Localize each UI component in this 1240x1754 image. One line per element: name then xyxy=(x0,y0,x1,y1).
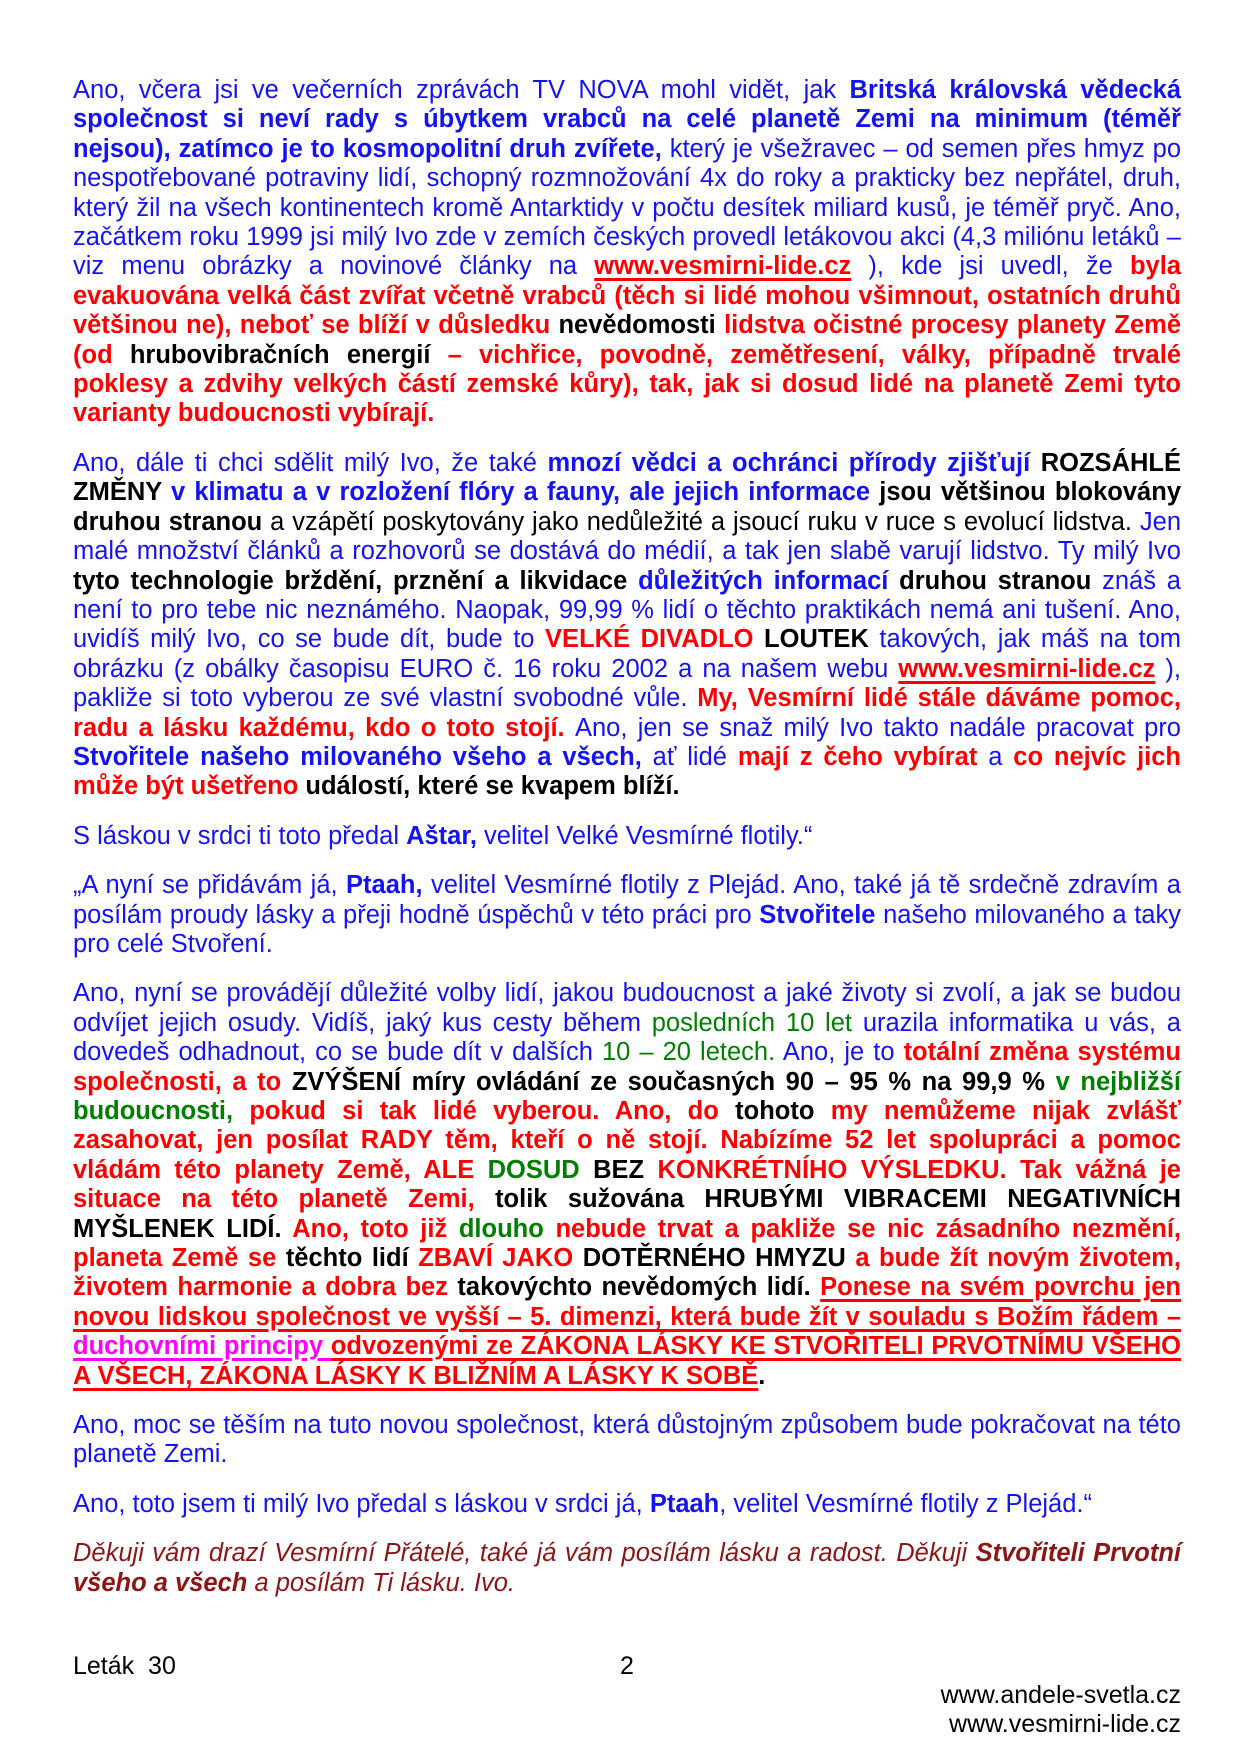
text-run: mnozí vědci a ochránci přírody zjišťují xyxy=(547,448,1041,477)
text-run: – vichřice, povodně, zemětřesení, války, případně trvalé poklesy a zdvihy velkých částí zemské kůry), tak, jak si dosud lidé na planetě Zemi tyto varianty budoucnosti vybírají. xyxy=(73,340,1181,428)
footer-leaflet-label: Leták 30 xyxy=(73,1652,176,1680)
page-footer xyxy=(73,1652,1181,1754)
text-run: nebude trvat a pakliže se nic zásadního nezmění, planeta Země se xyxy=(73,1214,1181,1273)
paragraph-ptaah-greeting xyxy=(73,871,1181,959)
text-run: jsou většinou blokovány druhou stranou xyxy=(73,478,1182,536)
text-run: byla evakuována velká část zvířat včetně vrabců (těch si lidé mohou všimnout, ostatních druhů většinou ne), neboť se blíží v důsledku xyxy=(73,252,1181,340)
text-run: a bude žít novým životem, životem harmonie a dobra bez xyxy=(73,1244,1182,1302)
text-run: tohoto xyxy=(735,1097,831,1125)
text-run: „A nyní se přidávám já, xyxy=(73,871,347,900)
page-number: 2 xyxy=(620,1652,634,1680)
text-run: našeho milovaného a taky pro celé Stvoření. xyxy=(73,900,1181,958)
text-run: Ano, toto jsem ti milý Ivo předal s láskou v srdci já, xyxy=(73,1489,650,1518)
vesmirni-lide-link[interactable]: www.vesmirni-lide.cz xyxy=(898,654,1156,683)
text-run: Ponese na svém povrchu jen novou lidskou společnost ve vyšší – 5. dimenzi, která bude žít v souladu s Božím řádem – xyxy=(73,1273,1181,1331)
text-run: 10 – 20 letech. xyxy=(601,1038,783,1067)
text-run: dlouho xyxy=(458,1214,556,1243)
text-run: a vzápětí poskytovány jako nedůležité a jsoucí ruku v ruce s evolucí lidstva. xyxy=(270,507,1140,536)
text-run: urazila informatika u vás, a dovedeš odhadnout, co se bude dít v dalších xyxy=(73,1008,1181,1067)
text-run: a xyxy=(988,742,1014,771)
paragraph-new-society xyxy=(73,1411,1181,1470)
text-run: Aštar, xyxy=(406,821,485,850)
letter-body xyxy=(73,76,1181,1618)
text-run: druhou stranou xyxy=(899,566,1103,595)
text-run: Ano, včera jsi ve večerních zprávách TV NOVA mohl vidět, jak xyxy=(73,76,850,104)
text-run: lidstva očistné procesy planety Země (od xyxy=(73,311,1182,369)
text-run: duchovními principy xyxy=(73,1332,331,1361)
footer-links xyxy=(634,1652,1181,1754)
text-run: co nejvíc jich může být ušetřeno xyxy=(73,742,1181,801)
text-run: ZBAVÍ JAKO xyxy=(418,1244,583,1273)
text-run: a posílám Ti lásku. Ivo. xyxy=(254,1568,515,1597)
paragraph-sparrows-news xyxy=(73,76,1181,429)
text-run: Ano, toto již xyxy=(292,1214,459,1243)
text-run: takových, jak máš na tom obrázku (z obálky časopisu EURO č. 16 roku 2002 a na našem webu xyxy=(73,625,1181,683)
text-run: nevědomosti xyxy=(558,311,725,340)
text-run: pokud si tak lidé vyberou. Ano, do xyxy=(249,1097,736,1125)
text-run: ROZSÁHLÉ ZMĚNY xyxy=(73,448,1181,507)
text-run: Ano, nyní se provádějí důležité volby lidí, jakou budoucnost a jaké životy si zvolí, a jak se budou odvíjet jejich osudy. Vidíš, jaký kus cesty během xyxy=(73,979,1181,1037)
vesmirni-lide-link[interactable]: www.vesmirni-lide.cz xyxy=(594,252,852,281)
text-run: S láskou v srdci ti toto předal xyxy=(73,821,407,850)
text-run: totální změna systému společnosti, a to xyxy=(73,1038,1181,1096)
text-run: Britská královská vědecká společnost si neví rady s úbytkem vrabců na celé planetě Zemi na minimum (téměř nejsou), zatímco je to kosmopolitní druh zvířete, xyxy=(73,76,1182,163)
text-run: v nejbližší budoucnosti, xyxy=(73,1067,1181,1125)
andele-svetla-url: www.andele-svetla.cz xyxy=(940,1681,1181,1709)
paragraph-future-choices xyxy=(73,979,1181,1391)
text-run: ), pakliže si toto vyberou ze své vlastní svobodné vůle. xyxy=(73,654,1181,713)
paragraph-astar-signoff xyxy=(73,822,1181,851)
paragraph-ptaah-signoff xyxy=(73,1490,1181,1519)
text-run: Jen malé množství článků a rozhovorů se dostává do médií, a tak jen slabě varují lidstvo. Ty milý Ivo xyxy=(73,507,1182,566)
text-run: BEZ xyxy=(593,1155,658,1184)
text-run: ať lidé xyxy=(652,742,738,771)
text-run: Děkuji vám drazí Vesmírní Přátelé, také já vám posílám lásku a radost. Děkuji xyxy=(73,1539,976,1568)
text-run: Ano, jen se snaž milý Ivo takto nadále pracovat pro xyxy=(574,713,1181,742)
text-run: tolik sužována HRUBÝMI VIBRACEMI NEGATIVNÍCH MYŠLENEK LIDÍ. xyxy=(73,1185,1181,1243)
text-run: KONKRÉTNÍHO VÝSLEDKU. Tak vážná je situace na této planetě Zemi, xyxy=(73,1155,1181,1214)
text-run: Ano, dále ti chci sdělit milý Ivo, že také xyxy=(73,448,548,477)
text-run: v klimatu a v rozložení flóry a fauny, ale jejich informace xyxy=(170,478,880,507)
text-run: důležitých informací xyxy=(638,566,900,595)
text-run: mají z čeho vybírat xyxy=(737,742,989,771)
text-run: Stvořitele xyxy=(759,900,884,929)
text-run: My, Vesmírní lidé stále dáváme pomoc, radu a lásku každému, kdo o toto stojí. xyxy=(73,684,1181,742)
text-run: ZVÝŠENÍ míry ovládání ze současných 90 – 95 % na 99,9 % xyxy=(291,1067,1056,1096)
text-run: velitel Vesmírné flotily z Plejád. Ano, také já tě srdečně zdravím a posílám proudy lásky a přeji hodně úspěchů v této práci pro xyxy=(73,871,1181,929)
text-run: Ptaah xyxy=(649,1489,720,1518)
text-run: takovýchto nevědomých lidí. xyxy=(457,1273,821,1302)
text-run: LOUTEK xyxy=(764,625,880,654)
text-run: my nemůžeme nijak zvlášť zasahovat, jen posílat RADY těm, kteří o ně stojí. Nabízíme 52 let spolupráci a pomoc vládám této planety Země, ALE xyxy=(73,1097,1181,1184)
text-run: . xyxy=(758,1361,766,1390)
text-run: posledních 10 let xyxy=(651,1008,863,1037)
text-run: událostí, které se kvapem blíží. xyxy=(305,772,680,801)
text-run: VELKÉ DIVADLO xyxy=(545,625,765,654)
text-run: ), kde jsi uvedl, že xyxy=(851,252,1130,281)
text-run: tyto technologie brždění, prznění a likvidace xyxy=(73,566,639,595)
text-run: Ano, je to xyxy=(782,1038,904,1067)
text-run: odvozenými ze ZÁKONA LÁSKY KE STVOŘITELI PRVOTNÍMU VŠEHO A VŠECH, ZÁKONA LÁSKY K BLIŽNÍM A LÁSKY K SOBĚ xyxy=(73,1332,1181,1390)
paragraph-scientists-blocked-info xyxy=(73,449,1181,802)
text-run: DOTĚRNÉHO HMYZU xyxy=(582,1244,856,1273)
text-run: velitel Velké Vesmírné flotily.“ xyxy=(484,821,813,850)
paragraph-ivo-thanks xyxy=(73,1539,1181,1598)
text-run: který je všežravec – od semen přes hmyz po nespotřebované potraviny lidí, schopný rozmnožování 4x do roky a prakticky bez nepřátel, druh, který žil na všech kontinentech kromě Antarktidy v počtu desítek miliard kusů, je téměř pryč. Ano, začátkem roku 1999 jsi milý Ivo zde v zemích českých provedl letákovou akci (4,3 miliónu letáků – viz menu obrázky a novinové články na xyxy=(73,134,1181,281)
text-run: Ptaah, xyxy=(346,871,431,900)
text-run: Ano, moc se těším na tuto novou společnost, která důstojným způsobem bude pokračovat na této planetě Zemi. xyxy=(73,1411,1181,1469)
text-run: , velitel Vesmírné flotily z Plejád.“ xyxy=(719,1489,1092,1518)
text-run: hrubovibračních energií xyxy=(129,340,448,369)
vesmirni-lide-url: www.vesmirni-lide.cz xyxy=(949,1710,1181,1738)
text-run: těchto lidí xyxy=(285,1244,419,1273)
text-run: znáš a není to pro tebe nic neznámého. Naopak, 99,99 % lidí o těchto praktikách nemá ani tušení. Ano, uvidíš milý Ivo, co se bude dít, bude to xyxy=(73,566,1181,654)
text-run: DOSUD xyxy=(487,1155,594,1184)
text-run: Stvořiteli Prvotní všeho a všech xyxy=(73,1539,1181,1597)
text-run: Stvořitele našeho milovaného všeho a všech, xyxy=(73,742,653,771)
